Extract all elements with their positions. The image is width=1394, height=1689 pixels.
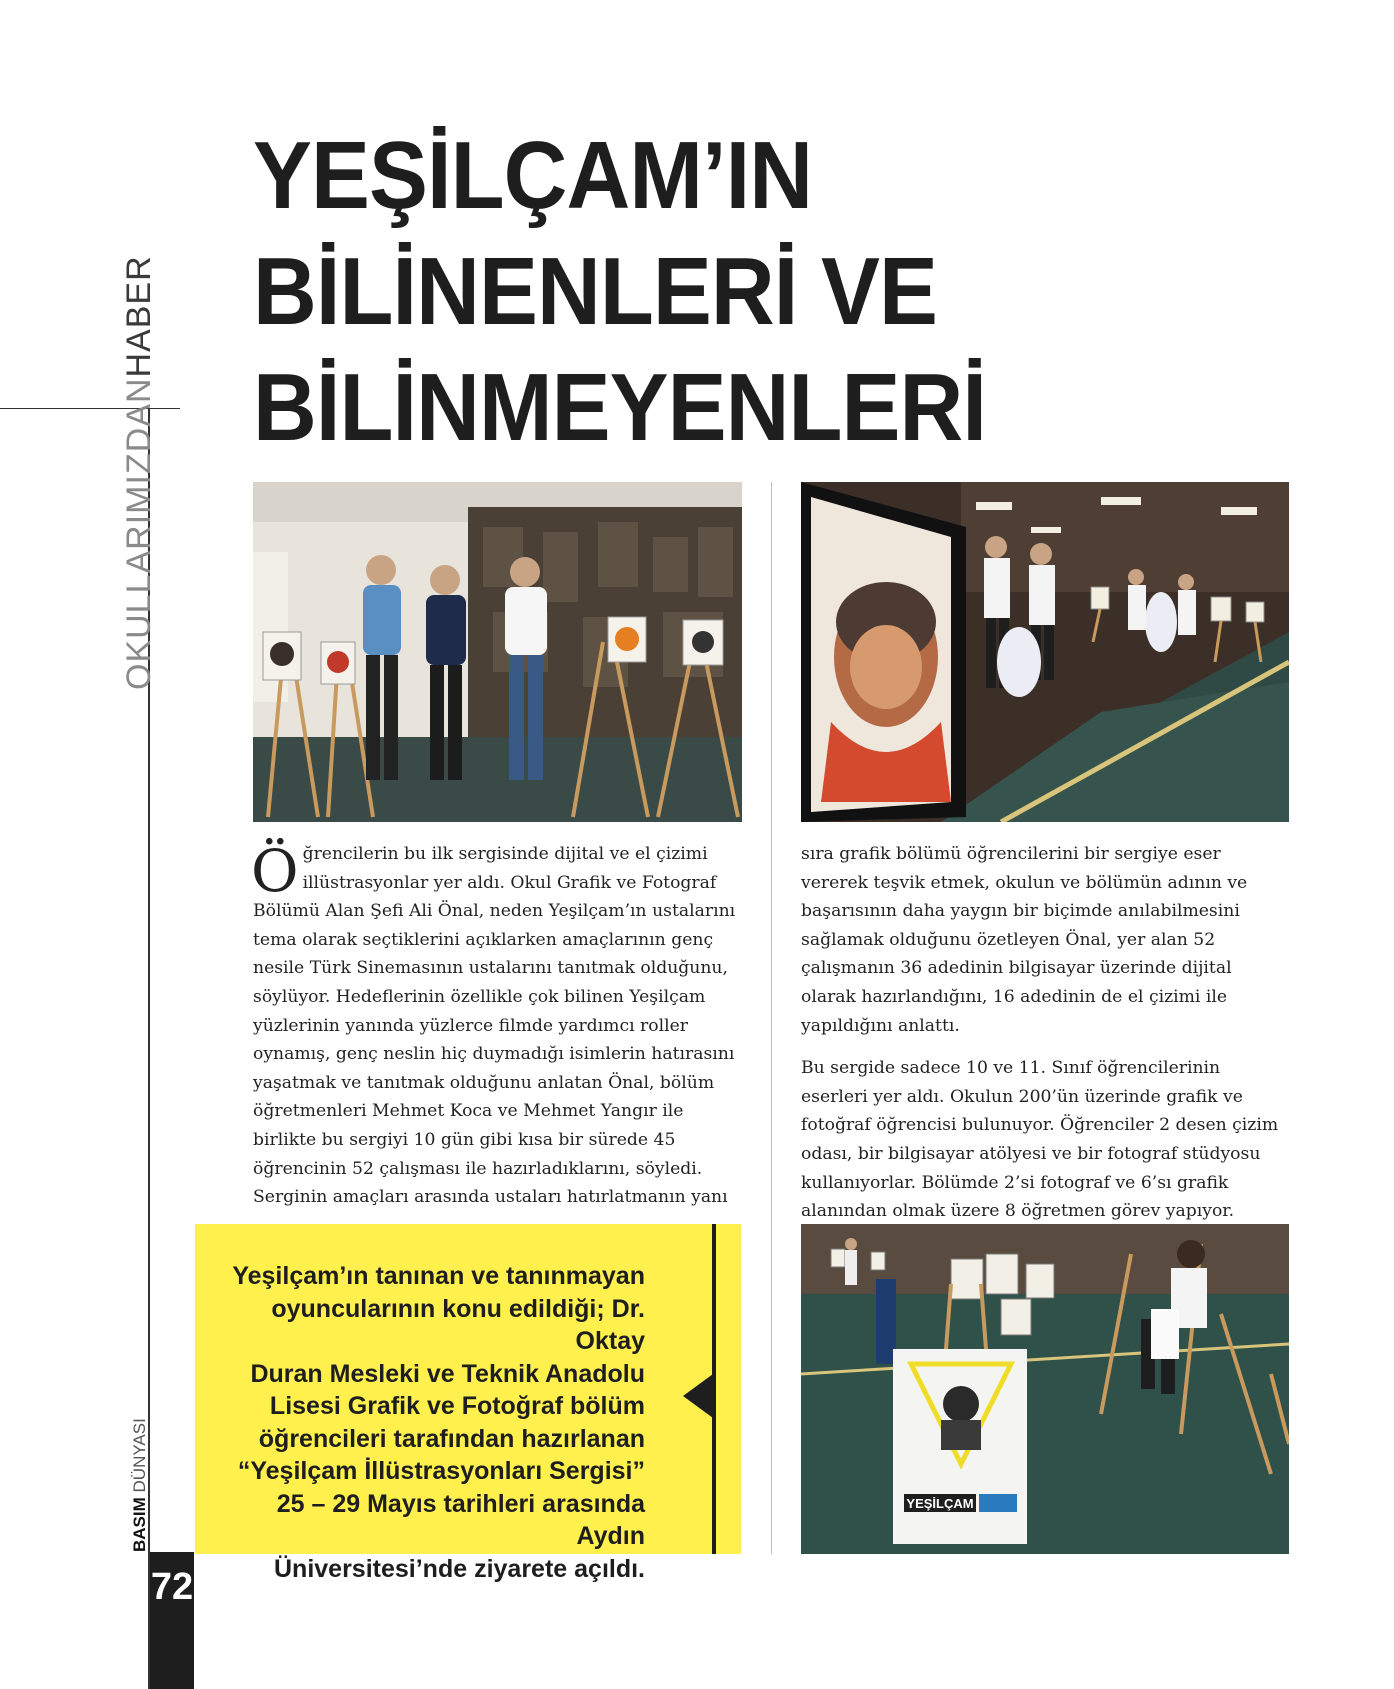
pull-quote-box (195, 1224, 741, 1583)
pull-quote-line: 25 – 29 Mayıs tarihleri arasında Aydın (276, 1489, 645, 1550)
page-number: 72 (150, 1566, 194, 1608)
article-paragraph: sıra grafik bölümü öğrencilerini bir sergiye eser vererek teşvik etmek, okulun ve bölümün adının ve başarısının daha yaygın bir biçimde anılabilmesini sağlamak olduğunu özetleyen Önal, yer alan 52 çalışmanın 36 adedinin bilgisayar üzerinde dijital olarak hazırlandığını, 16 adedinin de el çizimi ile yapıldığını anlattı. (801, 844, 1248, 1036)
section-label-main: HABER (120, 255, 158, 378)
page-number-box (150, 1552, 194, 1689)
pull-quote-line: Yeşilçam’ın tanınan ve tanınmayan (232, 1262, 645, 1290)
photo-exhibition-poster (801, 1224, 1289, 1554)
photo-students-exhibition (801, 482, 1289, 822)
pull-quote-line: öğrencileri tarafından hazırlanan (258, 1424, 645, 1453)
article-text-left: ğrencilerin bu ilk sergisinde dijital ve el çizimi illüstrasyonlar yer aldı. Okul Grafik ve Fotograf Bölümü Alan Şefi Ali Önal, neden Yeşilçam’ın ustalarını tema olarak seçtiklerini açıklarken amaçlarının genç nesile Türk Sinemasının ustalarını tanıtmak olduğunu, söylüyor. Hedeflerinin özellikle çok bilinen Yeşilçam yüzlerinin yanında yüzlerce filmde yardımcı roller oynamış, genç neslin hiç duymadığı isimlerin hatırasını yaşatmak ve tanıtmak olduğunu anlatan Önal, bölüm öğretmenleri Mehmet Koca ve Mehmet Yangır ile birlikte bu sergiyi 10 gün gibi kısa bir sürede 45 öğrencinin 52 çalışması ile hazırladıklarını, söyledi. Serginin amaçları arasında ustaları hatırlatmanın yanı (253, 844, 736, 1208)
pull-quote-line: “Yeşilçam İllüstrasyonları Sergisi” (237, 1457, 645, 1485)
article-body-left (251, 837, 743, 1212)
column-divider (771, 482, 772, 1554)
section-label-sub: OKULLARIMIZDAN (120, 377, 158, 690)
brand-bold: BASIM (130, 1497, 149, 1552)
article-paragraph: Bu sergide sadece 10 ve 11. Sınıf öğrencilerinin eserleri yer aldı. Okulun 200’ün üzerinde grafik ve fotoğraf öğrencisi bulunuyor. Öğrenciler 2 desen çizim odası, bir bilgisayar atölyesi ve bir fotograf stüdyosu kullanıyorlar. Bölümde 2’si fotograf ve 6’sı grafik alanından olmak üzere 8 öğretmen görev yapıyor. (801, 1058, 1279, 1222)
pull-quote-line: oyuncularının konu edildiği; Dr. Oktay (271, 1294, 645, 1355)
magazine-brand (130, 1418, 150, 1552)
brand-light: DÜNYASI (130, 1418, 149, 1493)
section-label (120, 255, 159, 690)
pull-quote (215, 1260, 645, 1585)
article-body-right (801, 840, 1289, 1240)
headline-line-1: YEŞİLÇAM’IN (253, 122, 813, 229)
headline-line-2: BİLİNENLERİ VE (253, 238, 937, 345)
pull-quote-arrow-icon (683, 1374, 713, 1418)
pull-quote-line: Duran Mesleki ve Teknik Anadolu (250, 1359, 645, 1388)
pull-quote-line: Üniversitesi’nde ziyarete açıldı. (274, 1554, 645, 1583)
photo-three-teachers (253, 482, 742, 822)
drop-cap: Ö (251, 837, 299, 905)
headline (253, 118, 1219, 466)
pull-quote-line: Lisesi Grafik ve Fotoğraf bölüm (269, 1392, 645, 1420)
poster-title: YEŞİLÇAM (906, 1496, 974, 1511)
headline-line-3: BİLİNMEYENLERİ (253, 354, 986, 461)
